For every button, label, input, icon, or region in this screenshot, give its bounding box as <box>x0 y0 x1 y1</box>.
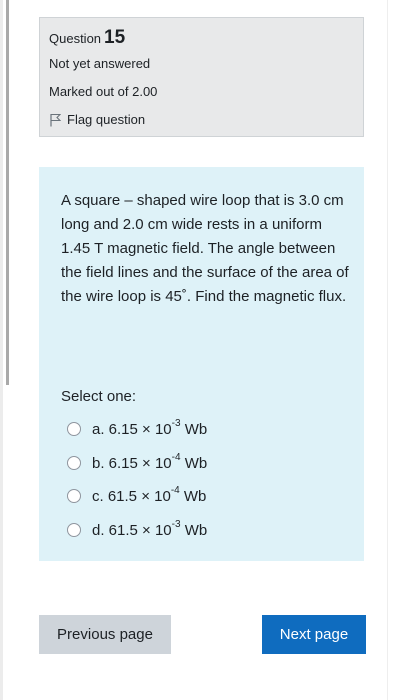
answer-label: d. $61.5 \times 10^{-3}$ Wb <box>92 518 208 539</box>
flag-question-label: Flag question <box>67 112 146 127</box>
question-content <box>39 167 364 561</box>
question-text: A square – shaped wire loop that is 3.0 cm long and 2.0 cm wide rests in a uniform 1.45 T magnetic field. The angle between the field lines and the surface of the area of the wire loop is 45˚. Find the magnetic flux. <box>61 192 349 305</box>
right-edge <box>387 0 388 700</box>
answer-option-c[interactable] <box>67 486 207 506</box>
answer-option-d[interactable] <box>67 520 207 540</box>
question-label: Question <box>49 31 102 46</box>
answer-label: c. $61.5 \times 10^{-4}$ Wb <box>92 485 207 505</box>
answer-list <box>67 419 207 553</box>
radio-button[interactable] <box>67 456 81 470</box>
scroll-indicator <box>6 0 9 385</box>
answer-option-b[interactable] <box>67 453 207 473</box>
flag-question-link[interactable] <box>49 112 145 127</box>
question-title <box>49 27 125 49</box>
radio-button[interactable] <box>67 523 81 537</box>
question-info-panel <box>39 17 364 137</box>
radio-button[interactable] <box>67 422 81 436</box>
answer-prompt: Select one: <box>61 388 137 405</box>
left-edge <box>0 0 3 700</box>
previous-page-button[interactable]: Previous page <box>39 615 171 654</box>
next-page-button[interactable]: Next page <box>262 615 366 654</box>
question-grade: Marked out of 2.00 <box>49 84 158 99</box>
answer-option-a[interactable] <box>67 419 207 439</box>
answer-label: b. $6.15 \times 10^{-4}$ Wb <box>92 451 208 472</box>
flag-icon <box>49 113 61 127</box>
question-number: 15 <box>104 27 126 48</box>
radio-button[interactable] <box>67 489 81 503</box>
question-state: Not yet answered <box>49 56 151 71</box>
answer-label: a. $6.15 \times 10^{-3}$ Wb <box>92 418 208 438</box>
